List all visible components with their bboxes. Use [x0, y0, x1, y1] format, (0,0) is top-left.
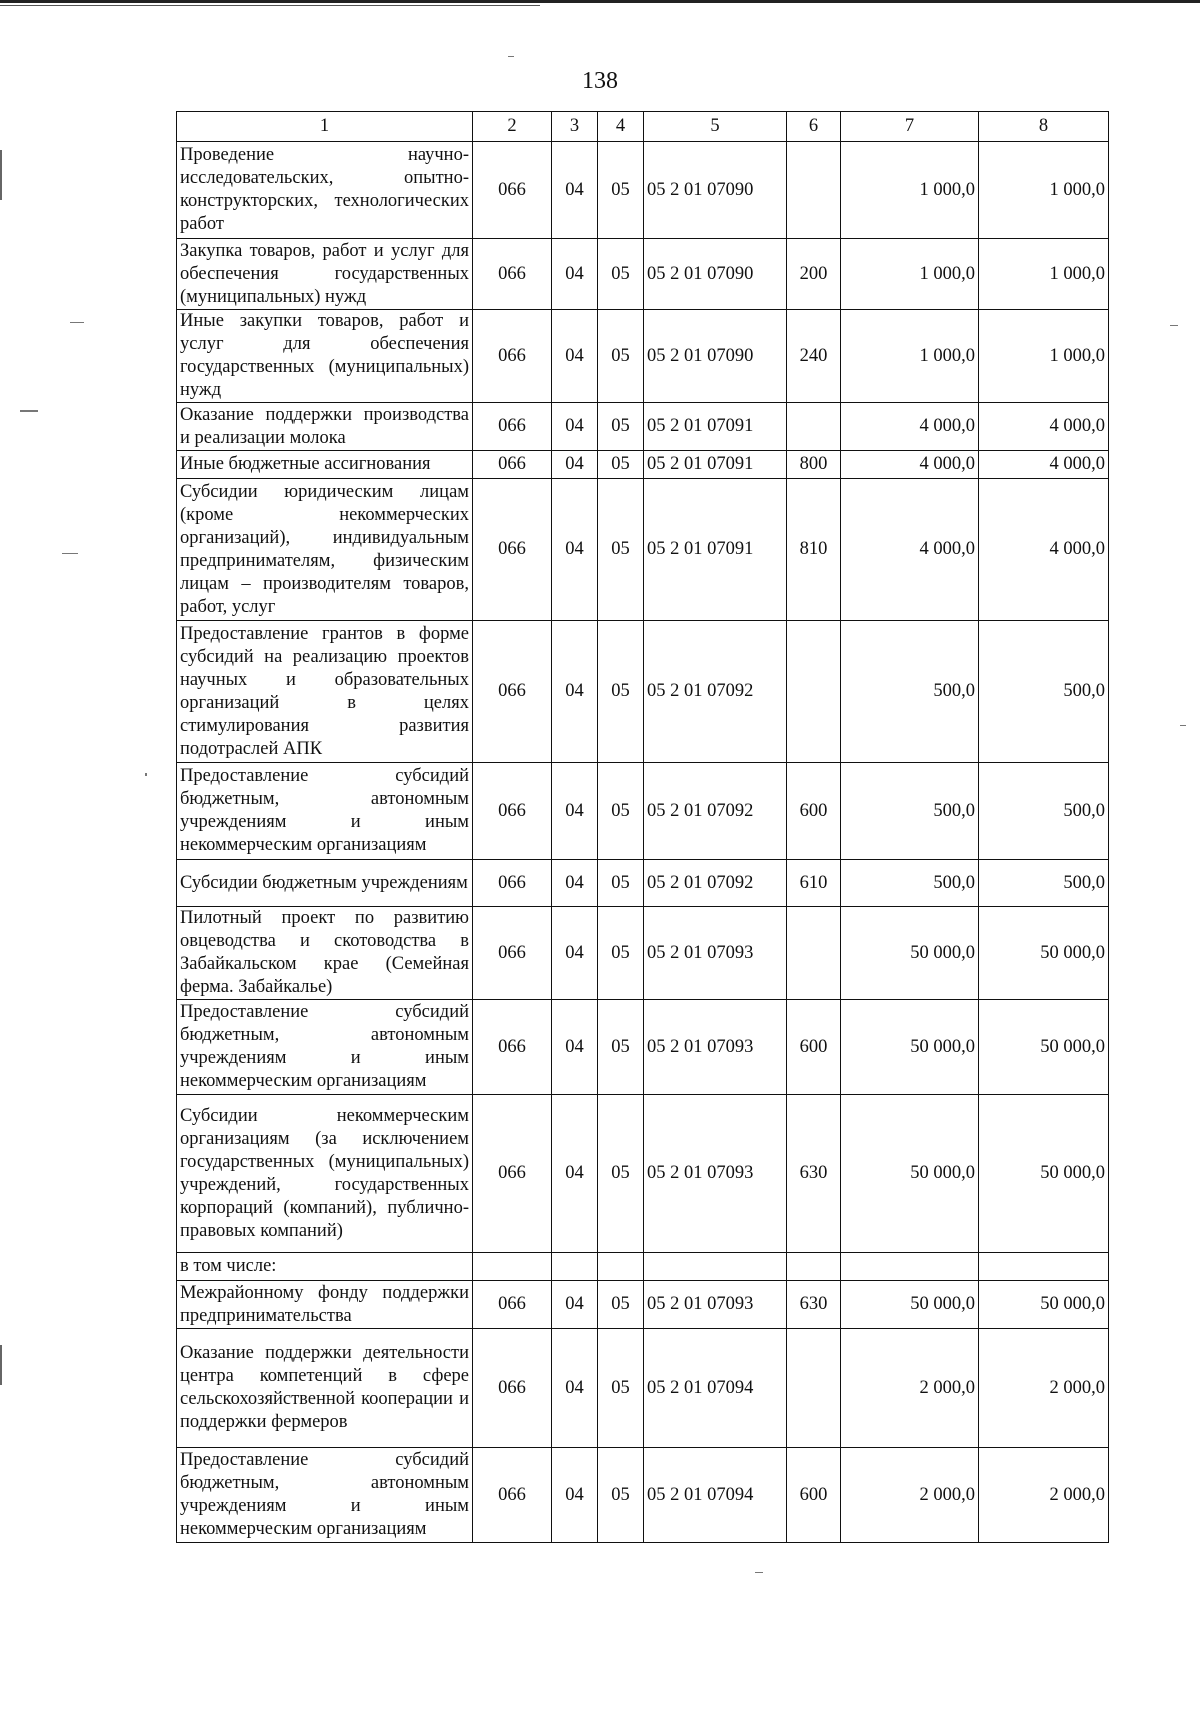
section-cell: 04 [552, 907, 598, 1000]
chapter-cell: 066 [473, 479, 552, 621]
table-row [177, 860, 1109, 907]
subsection-cell: 05 [598, 1281, 644, 1329]
amount-cell: 500,0 [979, 763, 1109, 860]
expense-type-cell: 200 [787, 239, 841, 310]
target-article-cell: 05 2 01 07091 [644, 403, 787, 451]
section-cell: 04 [552, 310, 598, 403]
target-article-cell [644, 1253, 787, 1281]
subsection-cell: 05 [598, 239, 644, 310]
amount-cell: 4 000,0 [979, 479, 1109, 621]
amount-cell: 1 000,0 [841, 239, 979, 310]
amount-cell: 500,0 [979, 621, 1109, 763]
expense-type-cell: 240 [787, 310, 841, 403]
subsection-cell: 05 [598, 907, 644, 1000]
amount-cell: 2 000,0 [841, 1329, 979, 1448]
target-article-cell: 05 2 01 07090 [644, 142, 787, 239]
scan-left-mark [0, 150, 2, 200]
target-article-cell: 05 2 01 07091 [644, 479, 787, 621]
chapter-cell: 066 [473, 1281, 552, 1329]
chapter-cell: 066 [473, 1329, 552, 1448]
chapter-cell: 066 [473, 621, 552, 763]
table-row [177, 763, 1109, 860]
section-cell: 04 [552, 479, 598, 621]
row-name-cell: Закупка товаров, работ и услуг для обеспечения государственных (муниципальных) нужд [177, 239, 473, 310]
expense-type-cell [787, 621, 841, 763]
row-name-cell: Предоставление грантов в форме субсидий на реализацию проектов научных и образовательных организаций в целях стимулирования развития подотраслей АПК [177, 621, 473, 763]
expense-type-cell [787, 1253, 841, 1281]
table-row [177, 1095, 1109, 1253]
amount-cell [841, 1253, 979, 1281]
subsection-cell: 05 [598, 310, 644, 403]
table-header-row [177, 112, 1109, 142]
amount-cell: 2 000,0 [979, 1329, 1109, 1448]
column-header: 5 [644, 112, 787, 142]
section-cell: 04 [552, 451, 598, 479]
chapter-cell: 066 [473, 451, 552, 479]
amount-cell: 50 000,0 [979, 907, 1109, 1000]
table-row [177, 1329, 1109, 1448]
expense-type-cell [787, 1329, 841, 1448]
scan-top-edge-line [0, 5, 540, 6]
row-name-cell: Межрайонному фонду поддержки предпринимательства [177, 1281, 473, 1329]
section-cell: 04 [552, 1448, 598, 1543]
amount-cell: 50 000,0 [979, 1095, 1109, 1253]
chapter-cell: 066 [473, 860, 552, 907]
amount-cell: 4 000,0 [841, 403, 979, 451]
chapter-cell: 066 [473, 763, 552, 860]
section-cell: 04 [552, 763, 598, 860]
table-row [177, 621, 1109, 763]
expense-type-cell: 600 [787, 1448, 841, 1543]
amount-cell: 4 000,0 [841, 451, 979, 479]
amount-cell: 4 000,0 [841, 479, 979, 621]
column-header: 2 [473, 112, 552, 142]
section-cell: 04 [552, 1329, 598, 1448]
column-header: 1 [177, 112, 473, 142]
section-cell: 04 [552, 239, 598, 310]
amount-cell: 1 000,0 [979, 310, 1109, 403]
scan-speck [145, 773, 147, 776]
table-row [177, 479, 1109, 621]
chapter-cell: 066 [473, 1095, 552, 1253]
table-row [177, 239, 1109, 310]
table-row [177, 907, 1109, 1000]
row-name-cell: Иные закупки товаров, работ и услуг для обеспечения государственных (муниципальных) нужд [177, 310, 473, 403]
column-header: 6 [787, 112, 841, 142]
scan-speck [70, 322, 84, 323]
section-cell: 04 [552, 1000, 598, 1095]
section-cell: 04 [552, 860, 598, 907]
amount-cell: 50 000,0 [841, 1000, 979, 1095]
target-article-cell: 05 2 01 07093 [644, 1281, 787, 1329]
target-article-cell: 05 2 01 07093 [644, 1095, 787, 1253]
scan-speck [508, 56, 514, 57]
expense-type-cell: 600 [787, 1000, 841, 1095]
section-cell [552, 1253, 598, 1281]
subsection-cell: 05 [598, 142, 644, 239]
table-row [177, 1448, 1109, 1543]
chapter-cell: 066 [473, 907, 552, 1000]
expense-type-cell [787, 403, 841, 451]
target-article-cell: 05 2 01 07093 [644, 1000, 787, 1095]
amount-cell: 500,0 [979, 860, 1109, 907]
table-row [177, 1253, 1109, 1281]
expense-type-cell [787, 907, 841, 1000]
subsection-cell [598, 1253, 644, 1281]
subsection-cell: 05 [598, 1000, 644, 1095]
scan-speck [755, 1572, 763, 1573]
amount-cell: 500,0 [841, 860, 979, 907]
amount-cell: 50 000,0 [841, 1095, 979, 1253]
scan-speck [20, 410, 38, 412]
amount-cell: 50 000,0 [979, 1000, 1109, 1095]
amount-cell: 4 000,0 [979, 403, 1109, 451]
expense-type-cell: 630 [787, 1095, 841, 1253]
scan-left-mark [0, 1345, 2, 1385]
expense-type-cell: 610 [787, 860, 841, 907]
amount-cell: 50 000,0 [841, 1281, 979, 1329]
amount-cell: 1 000,0 [841, 142, 979, 239]
target-article-cell: 05 2 01 07090 [644, 310, 787, 403]
page-number: 138 [582, 68, 618, 94]
row-name-cell: в том числе: [177, 1253, 473, 1281]
target-article-cell: 05 2 01 07091 [644, 451, 787, 479]
subsection-cell: 05 [598, 1329, 644, 1448]
section-cell: 04 [552, 621, 598, 763]
amount-cell: 1 000,0 [979, 142, 1109, 239]
expense-type-cell: 800 [787, 451, 841, 479]
column-header: 3 [552, 112, 598, 142]
scan-speck [62, 553, 78, 554]
row-name-cell: Пилотный проект по развитию овцеводства и скотоводства в Забайкальском крае (Семейная ферма. Забайкалье) [177, 907, 473, 1000]
expense-type-cell: 630 [787, 1281, 841, 1329]
chapter-cell: 066 [473, 1448, 552, 1543]
amount-cell: 50 000,0 [841, 907, 979, 1000]
budget-table [176, 111, 1109, 1543]
table-row [177, 142, 1109, 239]
target-article-cell: 05 2 01 07090 [644, 239, 787, 310]
scan-speck [1170, 325, 1178, 326]
target-article-cell: 05 2 01 07092 [644, 860, 787, 907]
amount-cell: 4 000,0 [979, 451, 1109, 479]
section-cell: 04 [552, 1095, 598, 1253]
target-article-cell: 05 2 01 07092 [644, 621, 787, 763]
amount-cell: 500,0 [841, 763, 979, 860]
row-name-cell: Оказание поддержки производства и реализации молока [177, 403, 473, 451]
subsection-cell: 05 [598, 1448, 644, 1543]
expense-type-cell: 810 [787, 479, 841, 621]
target-article-cell: 05 2 01 07094 [644, 1448, 787, 1543]
amount-cell: 2 000,0 [841, 1448, 979, 1543]
column-header: 4 [598, 112, 644, 142]
chapter-cell: 066 [473, 142, 552, 239]
subsection-cell: 05 [598, 451, 644, 479]
scan-speck [1180, 725, 1186, 726]
table-row [177, 310, 1109, 403]
row-name-cell: Иные бюджетные ассигнования [177, 451, 473, 479]
chapter-cell: 066 [473, 1000, 552, 1095]
row-name-cell: Предоставление субсидий бюджетным, автономным учреждениям и иным некоммерческим организациям [177, 763, 473, 860]
amount-cell [979, 1253, 1109, 1281]
row-name-cell: Субсидии юридическим лицам (кроме некоммерческих организаций), индивидуальным предпринимателям, физическим лицам – производителям товаров, работ, услуг [177, 479, 473, 621]
target-article-cell: 05 2 01 07094 [644, 1329, 787, 1448]
expense-type-cell: 600 [787, 763, 841, 860]
chapter-cell: 066 [473, 310, 552, 403]
row-name-cell: Предоставление субсидий бюджетным, автономным учреждениям и иным некоммерческим организациям [177, 1000, 473, 1095]
amount-cell: 500,0 [841, 621, 979, 763]
subsection-cell: 05 [598, 479, 644, 621]
row-name-cell: Субсидии некоммерческим организациям (за исключением государственных (муниципальных) учреждений, государственных корпораций (компаний), публично-правовых компаний) [177, 1095, 473, 1253]
row-name-cell: Оказание поддержки деятельности центра компетенций в сфере сельскохозяйственной кооперации и поддержки фермеров [177, 1329, 473, 1448]
column-header: 8 [979, 112, 1109, 142]
target-article-cell: 05 2 01 07092 [644, 763, 787, 860]
target-article-cell: 05 2 01 07093 [644, 907, 787, 1000]
expense-type-cell [787, 142, 841, 239]
subsection-cell: 05 [598, 763, 644, 860]
chapter-cell: 066 [473, 403, 552, 451]
amount-cell: 2 000,0 [979, 1448, 1109, 1543]
section-cell: 04 [552, 142, 598, 239]
subsection-cell: 05 [598, 403, 644, 451]
row-name-cell: Проведение научно-исследовательских, опытно-конструкторских, технологических работ [177, 142, 473, 239]
amount-cell: 50 000,0 [979, 1281, 1109, 1329]
table-row [177, 1281, 1109, 1329]
table-row [177, 403, 1109, 451]
subsection-cell: 05 [598, 860, 644, 907]
section-cell: 04 [552, 403, 598, 451]
chapter-cell [473, 1253, 552, 1281]
subsection-cell: 05 [598, 1095, 644, 1253]
chapter-cell: 066 [473, 239, 552, 310]
row-name-cell: Субсидии бюджетным учреждениям [177, 860, 473, 907]
scan-top-edge [0, 0, 1200, 3]
amount-cell: 1 000,0 [841, 310, 979, 403]
section-cell: 04 [552, 1281, 598, 1329]
row-name-cell: Предоставление субсидий бюджетным, автономным учреждениям и иным некоммерческим организациям [177, 1448, 473, 1543]
table-row [177, 451, 1109, 479]
subsection-cell: 05 [598, 621, 644, 763]
table-row [177, 1000, 1109, 1095]
column-header: 7 [841, 112, 979, 142]
amount-cell: 1 000,0 [979, 239, 1109, 310]
